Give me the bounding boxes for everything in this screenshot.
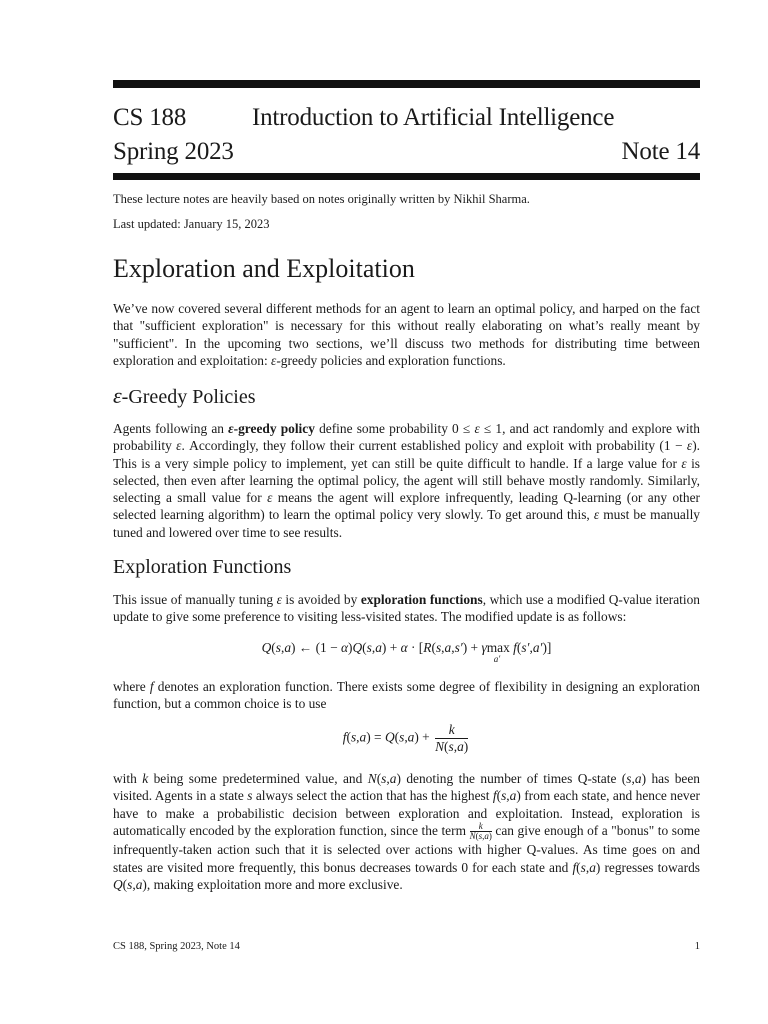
epsilon-symbol: ε [113, 383, 122, 408]
course-number: CS 188 [113, 104, 187, 131]
last-updated: Last updated: January 15, 2023 [113, 217, 270, 231]
section-title: Exploration and Exploitation [113, 254, 415, 283]
subsection-greedy-title [113, 384, 256, 409]
subsection-explore-title: Exploration Functions [113, 556, 292, 578]
course-term: Spring 2023 [113, 138, 234, 165]
closing-paragraph: with k being some predetermined value, and N(s,a) denoting the number of times Q-state (s,a) has been visited. Agents in a state s always select the action that has the highest f(s,a) from each state, and hence never have to make a probabilistic decision between exploration and exploitation. Instead, exploration is automatically encoded by the exploration function, since the term $\frac{k}{N(s,a)}$ can give enough of a "bonus" to some infrequently-taken action such that it is selected over actions with higher Q-values. As time goes on and states are visited more frequently, this bonus decreases towards 0 for each state and f(s,a) regresses towards Q(s,a), making exploitation more and more exclusive. [113, 771, 701, 892]
subsection-greedy-label: -Greedy Policies [121, 386, 256, 408]
footer-page-number: 1 [694, 941, 700, 952]
f-definition-paragraph: where f denotes an exploration function. There exists some degree of flexibility in designing an exploration function, but a common choice is to use [113, 679, 700, 712]
intro-paragraph: We’ve now covered several different methods for an agent to learn an optimal policy, and harped on the fact that "sufficient exploration" is necessary for this without really elaborating on what’s really meant by "sufficient". In the upcoming two sections, we’ll discuss two methods for distributing time between exploration and exploitation: ε-greedy policies and exploration functions. [113, 301, 700, 368]
footer-course-note: CS 188, Spring 2023, Note 14 [113, 941, 240, 952]
bottom-rule [113, 173, 700, 180]
top-rule [113, 80, 700, 88]
course-title: Introduction to Artificial Intelligence [252, 104, 615, 131]
exploration-function-equation: f(s,a) = Q(s,a) + $\frac{k}{N(s,a)}$ [342, 722, 469, 754]
q-update-equation: Q(s,a) ← (1 − α)Q(s,a) + α · [R(s,a,s′) + γmax a′ f(s′,a′)] [261, 640, 552, 664]
credit-line: These lecture notes are heavily based on notes originally written by Nikhil Sharma. [113, 192, 530, 206]
note-number: Note 14 [621, 138, 700, 165]
explore-paragraph: This issue of manually tuning ε is avoided by exploration functions, which use a modified Q-value iteration update to give some preference to visiting less-visited states. The modified update is as follows: [113, 592, 700, 625]
greedy-paragraph: Agents following an ε-greedy policy define some probability 0 ≤ ε ≤ 1, and act randomly and explore with probability ε. Accordingly, they follow their current established policy and exploit with probability (1 − ε). This is a very simple policy to implement, yet can still be quite difficult to handle. If a large value for ε is selected, then even after learning the optimal policy, the agent will still behave mostly randomly. Similarly, selecting a small value for ε means the agent will explore infrequently, leading Q-learning (or any other selected learning algorithm) to learn the optimal policy very slowly. To get around this, ε must be manually tuned and lowered over time to see results. [113, 421, 701, 540]
